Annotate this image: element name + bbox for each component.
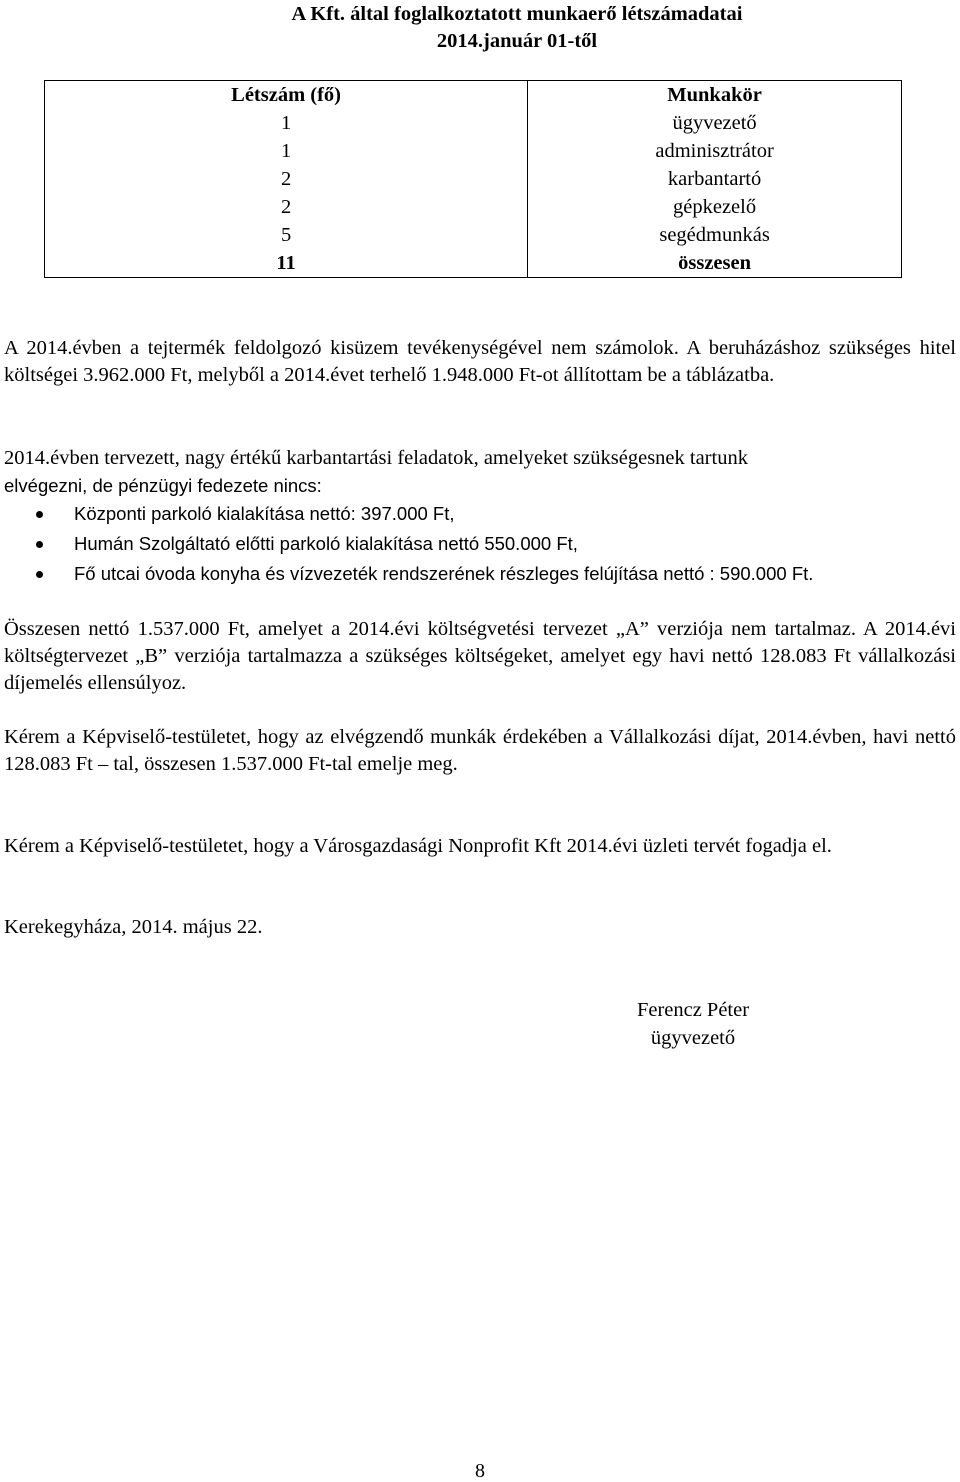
- header-count: Létszám (fő): [45, 81, 528, 110]
- list-item: [36, 529, 956, 559]
- signature-name: Ferencz Péter: [636, 999, 750, 1021]
- bullet-icon: [36, 541, 43, 548]
- cell-count-total: 11: [45, 249, 528, 278]
- staff-table: [44, 80, 902, 278]
- list-item-text: Központi parkoló kialakítása nettó: 397.000 Ft,: [74, 503, 455, 524]
- paragraph-dairy: A 2014.évben a tejtermék feldolgozó kisüzem tevékenységével nem számolok. A beruházáshoz szükséges hitel költségei 3.962.000 Ft, melyből a 2014.évet terhelő 1.948.000 Ft-ot állítottam be a táblázatba.: [4, 337, 956, 386]
- table-row: [45, 193, 902, 221]
- table-total-row: [45, 249, 902, 278]
- cell-role-total: összesen: [528, 249, 902, 278]
- bullet-icon: [36, 571, 43, 578]
- table-header-row: [45, 81, 902, 110]
- table-row: [45, 221, 902, 249]
- cell-count: 5: [45, 221, 528, 249]
- cell-count: 2: [45, 193, 528, 221]
- cell-count: 2: [45, 165, 528, 193]
- header-role: Munkakör: [528, 81, 902, 110]
- paragraph-request-plan: Kérem a Képviselő-testületet, hogy a Városgazdasági Nonprofit Kft 2014.évi üzleti tervét fogadja el.: [4, 835, 832, 857]
- cell-count: 1: [45, 109, 528, 137]
- place-date: Kerekegyháza, 2014. május 22.: [4, 916, 263, 938]
- cell-count: 1: [45, 137, 528, 165]
- table-row: [45, 165, 902, 193]
- document-title: A Kft. által foglalkoztatott munkaerő létszámadatai: [291, 3, 743, 25]
- list-item: [36, 559, 956, 589]
- paragraph-maintenance-intro-cont: elvégezni, de pénzügyi fedezete nincs:: [4, 475, 322, 496]
- table-row: [45, 109, 902, 137]
- cell-role: gépkezelő: [528, 193, 902, 221]
- list-item-text: Fő utcai óvoda konyha és vízvezeték rendszerének részleges felújítása nettó : 590.000 Ft.: [74, 563, 814, 584]
- maintenance-list: [36, 499, 956, 589]
- cell-role: segédmunkás: [528, 221, 902, 249]
- paragraph-total: Összesen nettó 1.537.000 Ft, amelyet a 2014.évi költségvetési tervezet „A” verziója nem tartalmaz. A 2014.évi költségtervezet „B” verziója tartalmazza a szükséges költségeket, amelyet egy havi nettó 128.083 Ft vállalkozási díjemelés ellensúlyoz.: [4, 618, 956, 694]
- list-item-text: Humán Szolgáltató előtti parkoló kialakítása nettó 550.000 Ft,: [74, 533, 578, 554]
- cell-role: karbantartó: [528, 165, 902, 193]
- table-row: [45, 137, 902, 165]
- document-subtitle: 2014.január 01-től: [436, 30, 598, 52]
- paragraph-request-fee: Kérem a Képviselő-testületet, hogy az elvégzendő munkák érdekében a Vállalkozási díjat, 2014.évben, havi nettó 128.083 Ft – tal, összesen 1.537.000 Ft-tal emelje meg.: [4, 726, 956, 775]
- signature-role: ügyvezető: [650, 1027, 736, 1049]
- bullet-icon: [36, 511, 43, 518]
- cell-role: ügyvezető: [528, 109, 902, 137]
- page-number: 8: [475, 1460, 485, 1482]
- cell-role: adminisztrátor: [528, 137, 902, 165]
- paragraph-maintenance-intro: 2014.évben tervezett, nagy értékű karbantartási feladatok, amelyeket szükségesnek tartunk: [4, 447, 748, 469]
- list-item: [36, 499, 956, 529]
